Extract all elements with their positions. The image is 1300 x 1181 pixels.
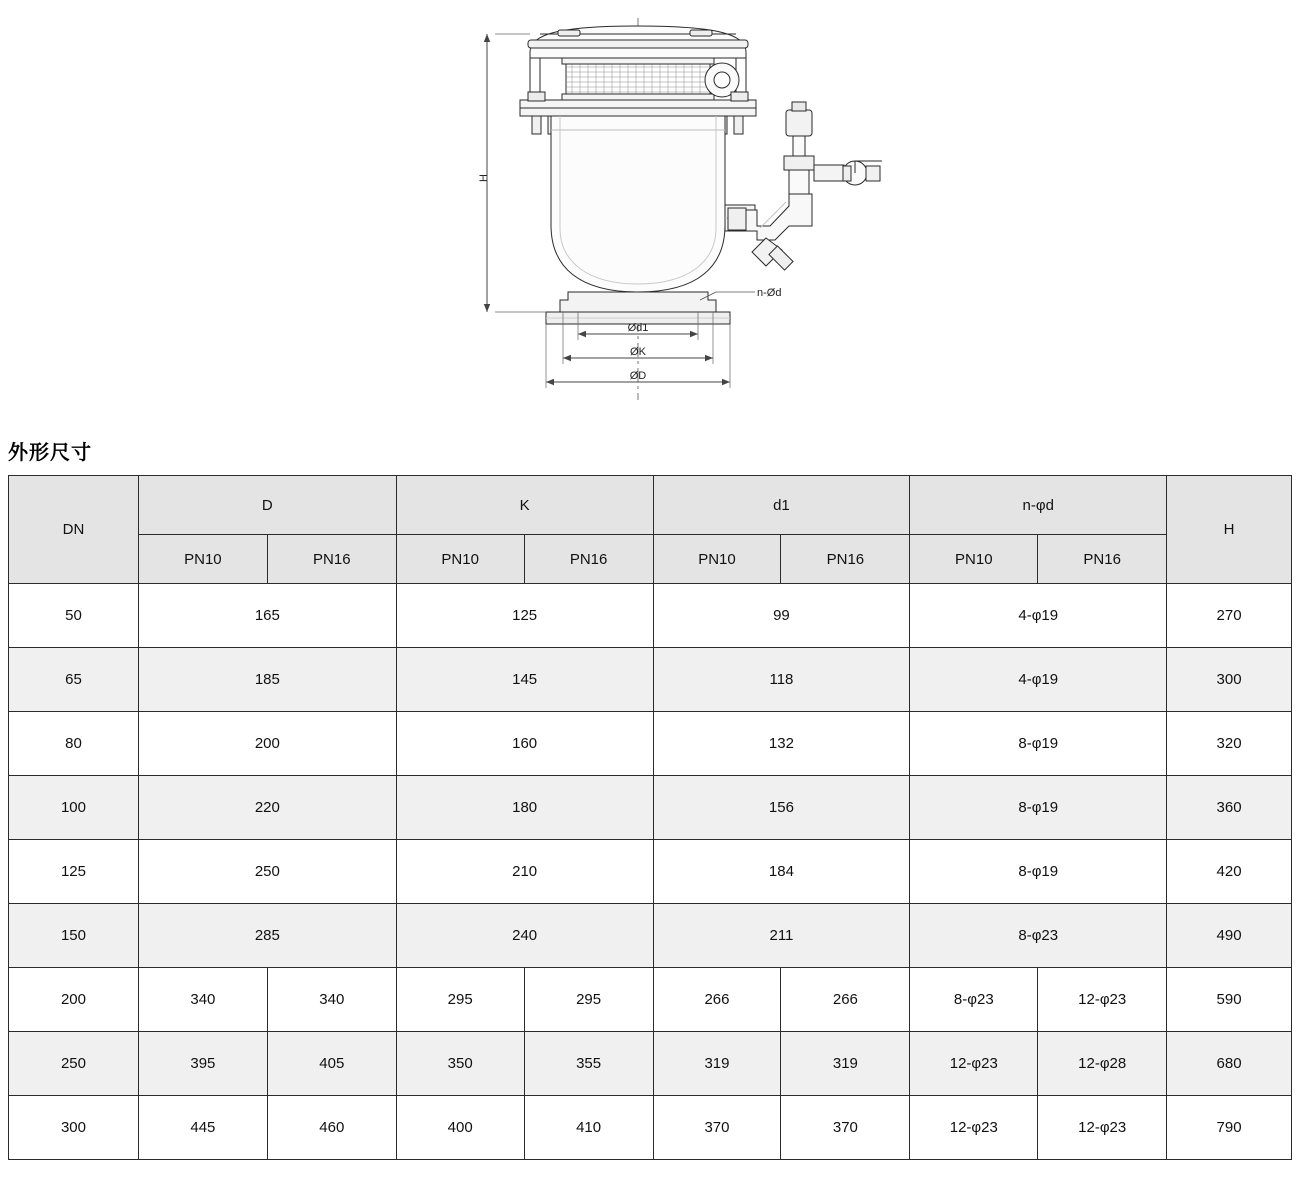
col-header-d: D xyxy=(138,476,396,535)
cell-h: 270 xyxy=(1167,584,1292,648)
table-row xyxy=(9,968,1292,1032)
table-row xyxy=(9,840,1292,904)
cell-d1-pn16: 266 xyxy=(781,968,910,1032)
cell-d: 250 xyxy=(138,840,396,904)
cell-d1-pn16: 319 xyxy=(781,1032,910,1096)
cell-dn: 65 xyxy=(9,648,139,712)
cell-nd-pn10: 12-φ23 xyxy=(910,1096,1038,1160)
col-header-d1: d1 xyxy=(653,476,910,535)
cell-k-pn16: 410 xyxy=(524,1096,653,1160)
cell-dn: 125 xyxy=(9,840,139,904)
col-subheader-nd-pn10: PN10 xyxy=(910,535,1038,584)
col-subheader-d1-pn10: PN10 xyxy=(653,535,781,584)
dimension-table xyxy=(8,475,1292,1160)
col-header-k: K xyxy=(396,476,653,535)
col-subheader-d1-pn16: PN16 xyxy=(781,535,910,584)
cell-d1: 99 xyxy=(653,584,910,648)
cell-nd-pn16: 12-φ28 xyxy=(1038,1032,1167,1096)
cell-d-pn16: 340 xyxy=(267,968,396,1032)
cell-k-pn10: 400 xyxy=(396,1096,524,1160)
table-row xyxy=(9,648,1292,712)
cell-dn: 50 xyxy=(9,584,139,648)
section-title: 外形尺寸 xyxy=(8,442,92,464)
col-subheader-nd-pn16: PN16 xyxy=(1038,535,1167,584)
cell-h: 790 xyxy=(1167,1096,1292,1160)
table-header-row-group xyxy=(9,476,1292,535)
cell-d1-pn10: 319 xyxy=(653,1032,781,1096)
cell-d1: 132 xyxy=(653,712,910,776)
table-row xyxy=(9,1096,1292,1160)
cell-h: 360 xyxy=(1167,776,1292,840)
cell-dn: 300 xyxy=(9,1096,139,1160)
col-subheader-k-pn16: PN16 xyxy=(524,535,653,584)
dim-label-h: H xyxy=(478,174,490,182)
col-header-h: H xyxy=(1167,476,1292,584)
technical-drawing xyxy=(0,0,1300,430)
cell-nd-pn16: 12-φ23 xyxy=(1038,1096,1167,1160)
cell-d1-pn16: 370 xyxy=(781,1096,910,1160)
table-row xyxy=(9,1032,1292,1096)
cell-k: 180 xyxy=(396,776,653,840)
table-row xyxy=(9,712,1292,776)
cell-d-pn10: 445 xyxy=(138,1096,267,1160)
cell-d: 165 xyxy=(138,584,396,648)
cell-k: 240 xyxy=(396,904,653,968)
cell-h: 300 xyxy=(1167,648,1292,712)
cell-d1-pn10: 266 xyxy=(653,968,781,1032)
cell-nd: 8-φ23 xyxy=(910,904,1167,968)
table-row xyxy=(9,584,1292,648)
cell-d-pn10: 340 xyxy=(138,968,267,1032)
cell-d-pn10: 395 xyxy=(138,1032,267,1096)
cell-nd: 8-φ19 xyxy=(910,776,1167,840)
cell-dn: 80 xyxy=(9,712,139,776)
cell-d-pn16: 405 xyxy=(267,1032,396,1096)
dim-label-k: ØK xyxy=(630,346,646,358)
cell-d: 185 xyxy=(138,648,396,712)
cell-nd: 4-φ19 xyxy=(910,584,1167,648)
cell-d1: 156 xyxy=(653,776,910,840)
cell-dn: 100 xyxy=(9,776,139,840)
dim-label-bolt-holes: n-Ød xyxy=(757,287,782,299)
cell-nd: 8-φ19 xyxy=(910,712,1167,776)
col-subheader-d-pn10: PN10 xyxy=(138,535,267,584)
table-row xyxy=(9,776,1292,840)
table-header-row-sub xyxy=(9,535,1292,584)
col-subheader-d-pn16: PN16 xyxy=(267,535,396,584)
cell-k-pn10: 295 xyxy=(396,968,524,1032)
cell-d: 220 xyxy=(138,776,396,840)
cell-dn: 200 xyxy=(9,968,139,1032)
cell-d1: 211 xyxy=(653,904,910,968)
cell-h: 680 xyxy=(1167,1032,1292,1096)
cell-dn: 250 xyxy=(9,1032,139,1096)
cell-nd: 8-φ19 xyxy=(910,840,1167,904)
dim-label-d1: Ød1 xyxy=(627,322,649,334)
cell-k-pn10: 350 xyxy=(396,1032,524,1096)
cell-k-pn16: 355 xyxy=(524,1032,653,1096)
cell-h: 490 xyxy=(1167,904,1292,968)
cell-h: 590 xyxy=(1167,968,1292,1032)
col-subheader-k-pn10: PN10 xyxy=(396,535,524,584)
col-header-dn: DN xyxy=(9,476,139,584)
cell-k: 160 xyxy=(396,712,653,776)
cell-nd-pn16: 12-φ23 xyxy=(1038,968,1167,1032)
cell-k: 210 xyxy=(396,840,653,904)
cell-k: 145 xyxy=(396,648,653,712)
table-head xyxy=(9,476,1292,584)
cell-nd-pn10: 8-φ23 xyxy=(910,968,1038,1032)
cell-k: 125 xyxy=(396,584,653,648)
cell-d-pn16: 460 xyxy=(267,1096,396,1160)
cell-d1: 184 xyxy=(653,840,910,904)
cell-d1: 118 xyxy=(653,648,910,712)
cell-d: 285 xyxy=(138,904,396,968)
table-row xyxy=(9,904,1292,968)
cell-d: 200 xyxy=(138,712,396,776)
cell-nd: 4-φ19 xyxy=(910,648,1167,712)
col-header-nd: n-φd xyxy=(910,476,1167,535)
cell-dn: 150 xyxy=(9,904,139,968)
cell-h: 320 xyxy=(1167,712,1292,776)
cell-h: 420 xyxy=(1167,840,1292,904)
cell-k-pn16: 295 xyxy=(524,968,653,1032)
dim-label-d: ØD xyxy=(629,370,647,382)
cell-d1-pn10: 370 xyxy=(653,1096,781,1160)
cell-nd-pn10: 12-φ23 xyxy=(910,1032,1038,1096)
table-body xyxy=(9,584,1292,1160)
valve-assembly-drawing xyxy=(0,0,1300,430)
